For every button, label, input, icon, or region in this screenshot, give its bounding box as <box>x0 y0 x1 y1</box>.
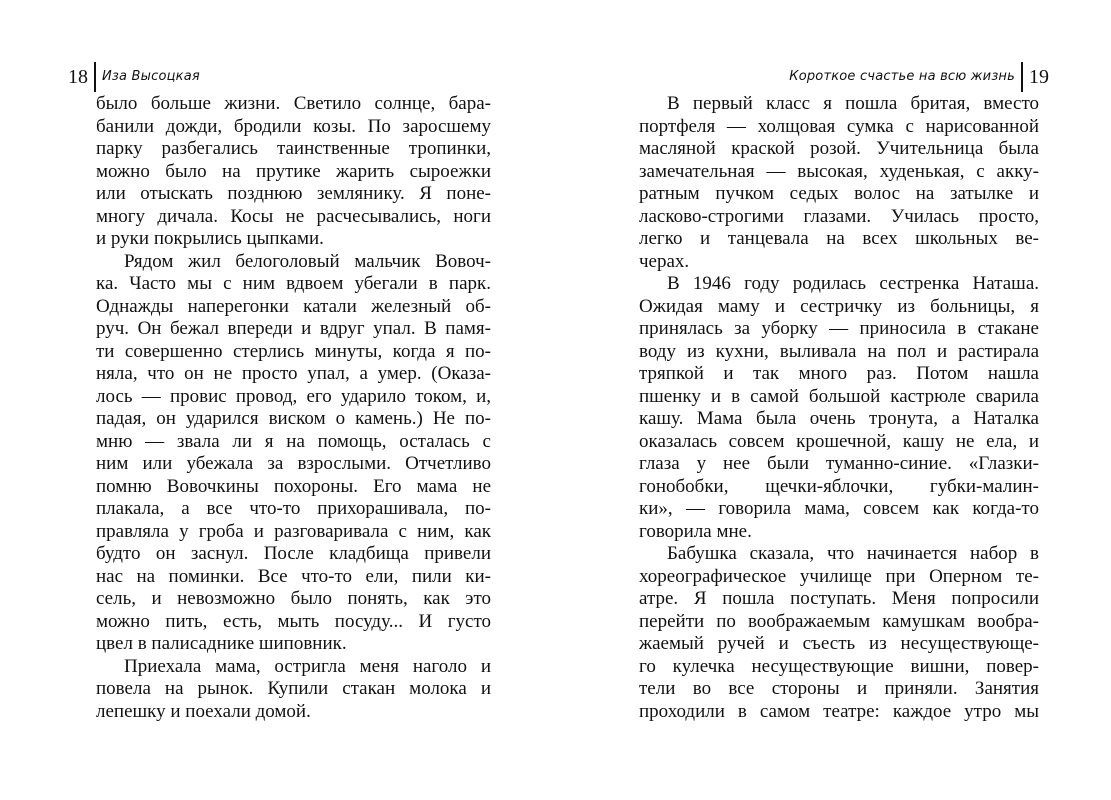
text-line: ратным пучком седых волос на затылке и <box>639 183 1039 204</box>
text-line: тели во все стороны и приняли. Занятия <box>639 678 1039 699</box>
text-line: говорила мне. <box>639 520 752 542</box>
text-line: сель, и невозможно было понять, как это <box>96 588 491 609</box>
right-page-body <box>639 93 1039 723</box>
text-line: помню Вовочкины похороны. Его мама не <box>96 475 491 497</box>
text-line: ти совершенно стерлись минуты, когда я по- <box>96 340 491 362</box>
text-line: легко и танцевала на всех школьных ве- <box>639 228 1039 249</box>
text-line: няла, что он не просто упал, а умер. (Оказа- <box>96 363 491 384</box>
text-line: или отыскать позднюю землянику. Я поне- <box>96 183 491 204</box>
page-number: 19 <box>1029 66 1049 88</box>
text-line: го кулечка несуществующие вишни, повер- <box>639 655 1039 677</box>
paragraph <box>96 93 491 251</box>
left-page-header <box>68 62 200 92</box>
left-page <box>0 0 555 800</box>
text-line: портфеля — холщовая сумка с нарисованной <box>639 115 1039 137</box>
text-line: повела на рынок. Купили стакан молока и <box>96 678 491 699</box>
text-line: принялась за уборку — приносила в стакане <box>639 318 1039 339</box>
paragraph <box>639 273 1039 543</box>
text-line: жаемый ручей и съесть из несуществующе- <box>639 633 1039 654</box>
text-line: воду из кухни, выливала на пол и растирала <box>639 340 1039 362</box>
text-line: было больше жизни. Светило солнце, бара- <box>96 93 491 114</box>
text-line: В 1946 году родилась сестренка Наташа. <box>667 273 1039 294</box>
text-line: замечательная — высокая, худенькая, с акку- <box>639 160 1039 182</box>
text-line: кашу. Мама была очень тронута, а Наталка <box>639 408 1039 429</box>
paragraph <box>639 93 1039 273</box>
text-line: тряпкой и так много раз. Потом нашла <box>639 363 1039 384</box>
text-line: масляной краской розой. Учительница была <box>639 138 1039 159</box>
text-line: пшенку и в самой большой кастрюле сварила <box>639 385 1039 407</box>
text-line: лепешку и поехали домой. <box>96 700 311 722</box>
text-line: оказалась совсем крошечной, кашу не ела, и <box>639 430 1039 452</box>
left-page-body <box>96 93 491 723</box>
text-line: перейти по воображаемым камушкам вообра- <box>639 610 1039 632</box>
right-page-header <box>789 62 1049 92</box>
text-line: В первый класс я пошла бритая, вместо <box>667 93 1039 114</box>
header-divider <box>94 62 96 92</box>
text-line: и руки покрылись цыпками. <box>96 228 324 249</box>
text-line: хореографическое училище при Оперном те- <box>639 565 1039 587</box>
text-line: мню — звала ли я на помощь, осталась с <box>96 430 491 452</box>
text-line: правляла у гроба и разговаривала с ним, как <box>96 520 491 542</box>
text-line: будто он заснул. После кладбища привели <box>96 543 491 564</box>
right-page <box>556 0 1111 800</box>
text-line: можно пить, есть, мыть посуду... И густо <box>96 610 491 632</box>
text-line: многу дичала. Косы не расчесывались, ноги <box>96 205 491 227</box>
paragraph <box>96 251 491 656</box>
page-number: 18 <box>68 66 88 88</box>
text-line: проходили в самом театре: каждое утро мы <box>639 700 1039 722</box>
running-head-author: Иза Высоцкая <box>102 69 200 84</box>
text-line: черах. <box>639 250 690 272</box>
text-line: падая, он ударился виском о камень.) Не по- <box>96 408 491 429</box>
text-line: Однажды наперегонки катали железный об- <box>96 295 491 317</box>
paragraph <box>639 543 1039 723</box>
text-line: лось — провис провод, его ударило током, и, <box>96 385 491 407</box>
text-line: ним или убежала за взрослыми. Отчетливо <box>96 453 491 474</box>
text-line: нас на поминки. Все что-то ели, пили ки- <box>96 565 491 587</box>
text-line: парку разбегались таинственные тропинки, <box>96 138 491 159</box>
paragraph <box>96 656 491 724</box>
text-line: банили дожди, бродили козы. По заросшему <box>96 115 491 137</box>
text-line: плакала, а все что-то прихорашивала, по- <box>96 498 491 519</box>
header-divider <box>1021 62 1023 92</box>
text-line: ки», — говорила мама, совсем как когда-то <box>639 498 1039 519</box>
text-line: глаза у нее были туманно-синие. «Глазки- <box>639 453 1039 474</box>
text-line: ласково-строгими глазами. Училась просто, <box>639 205 1039 227</box>
text-line: атре. Я пошла поступать. Меня попросили <box>639 588 1039 609</box>
text-line: ка. Часто мы с ним вдвоем убегали в парк. <box>96 273 491 294</box>
running-head-title: Короткое счастье на всю жизнь <box>789 69 1015 84</box>
text-line: Рядом жил белоголовый мальчик Вовоч- <box>124 250 491 272</box>
text-line: Ожидая маму и сестричку из больницы, я <box>639 295 1039 317</box>
text-line: Приехала мама, остригла меня наголо и <box>124 655 491 677</box>
text-line: можно было на прутике жарить сыроежки <box>96 160 491 182</box>
text-line: руч. Он бежал впереди и вдруг упал. В памя- <box>96 318 491 339</box>
text-line: Бабушка сказала, что начинается набор в <box>667 543 1039 564</box>
text-line: цвел в палисаднике шиповник. <box>96 633 347 654</box>
text-line: гонобобки, щечки-яблочки, губки-малин- <box>639 475 1039 497</box>
